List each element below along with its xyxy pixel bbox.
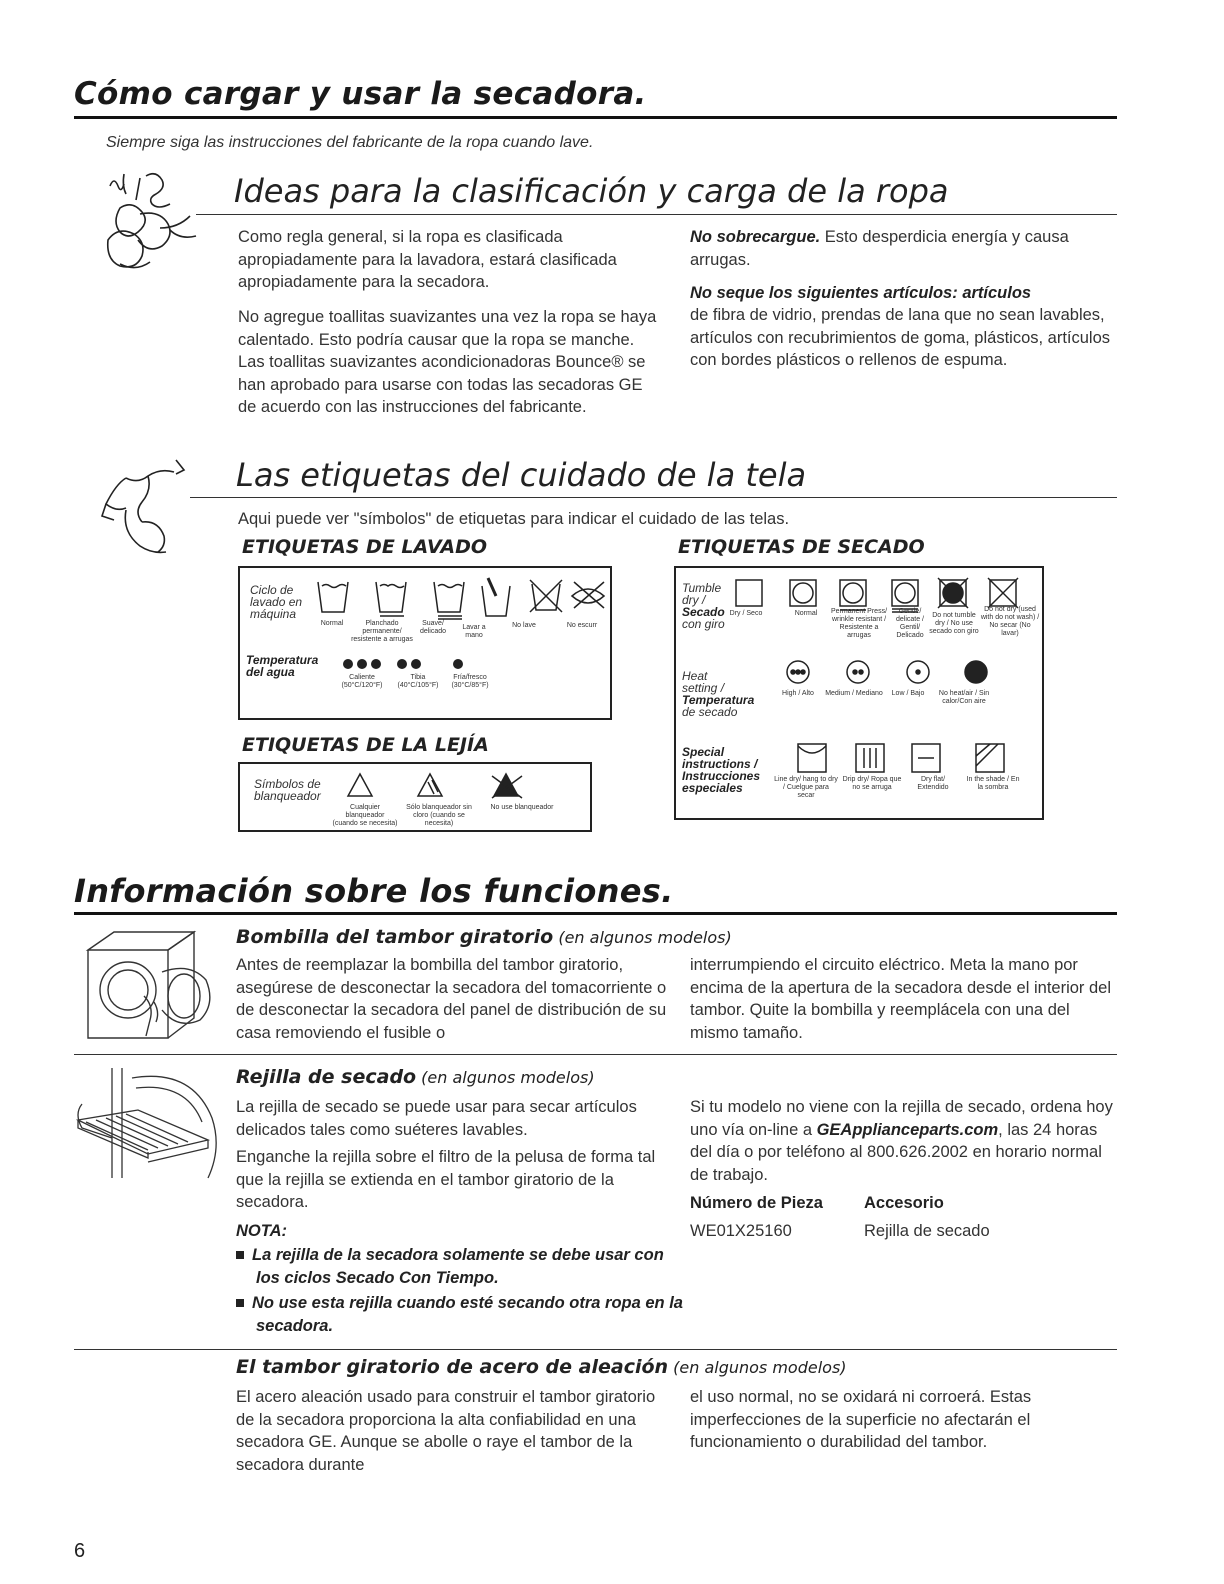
wash-cycle-hand: Lavar a mano	[462, 624, 486, 639]
rack-divider	[74, 1349, 1117, 1350]
water-temp-dots	[340, 656, 470, 672]
bleach-non-chlorine: Sólo blanqueador sin cloro (cuando se necesita)	[406, 804, 472, 827]
heat-setting-label: Heat setting / Temperatura de secado	[682, 669, 755, 719]
laundry-pile-icon	[100, 168, 220, 288]
tumble-gentle: Gentle/ delicate / Gentil/ Delicado	[895, 608, 925, 639]
sorting-paragraph-1: Como regla general, si la ropa es clasificada apropiadamente para la lavadora, estará clasificada apropiadamente para la secadora.	[238, 228, 617, 291]
drying-rack-illustration	[72, 1064, 220, 1184]
bullet-icon	[236, 1299, 244, 1307]
tumble-dry-label: Tumble dry / Secado con giro	[682, 581, 725, 631]
bleach-label: Símbolos de blanqueador	[254, 777, 321, 803]
drum-light-right: interrumpiendo el circuito eléctrico. Meta la mano por encima de la apertura de la secadora desde el interior del tambor. Quite la bombilla y reemplácela con una del mismo tamaño.	[690, 956, 1112, 1042]
wash-cycle-label: Ciclo de lavado en máquina	[250, 583, 303, 621]
special-dry-flat: Dry flat/ Extendido	[917, 776, 949, 791]
drum-light-left: Antes de reemplazar la bombilla del tambor giratorio, asegúrese de desconectar la secadora del tomacorriente o de desconectar la secadora del panel de distribución de su casa removiendo el fusible o	[236, 956, 667, 1042]
rack-note-1: La rejilla de la secadora solamente se debe usar con los ciclos Secado Con Tiempo.	[236, 1244, 686, 1289]
special-shade: In the shade / En la sombra	[966, 776, 1020, 791]
temp-cold: Fría/fresco (30°C/85°F)	[451, 674, 489, 689]
dryer-door-light-illustration	[84, 926, 224, 1044]
part-number-value: WE01X25160	[690, 1222, 792, 1240]
drum-heading: El tambor giratorio de acero de aleación (en algunos modelos)	[236, 1356, 847, 1378]
no-dry-lead: No seque los siguientes artículos: artículos	[690, 284, 1032, 302]
overload-paragraph	[690, 226, 1120, 271]
rack-paragraph-2: Enganche la rejilla sobre el filtro de la pelusa de forma tal que la rejilla se extienda en el tambor giratorio de la secadora.	[236, 1148, 656, 1211]
care-rule	[190, 497, 1117, 498]
heat-high: High / Alto	[782, 690, 814, 697]
bleach-labels-box	[238, 762, 592, 832]
heat-low: Low / Bajo	[891, 690, 925, 697]
special-instructions-symbols	[796, 742, 1006, 774]
drum-left: El acero aleación usado para construir el tambor giratorio de la secadora proporciona la alta confiabilidad en una secadora GE. Aunque se abolle o raye el tambor de la secadora durante	[236, 1388, 656, 1474]
temp-warm: Tibia (40°C/105°F)	[397, 674, 439, 689]
drum-right: el uso normal, no se oxidará ni corroerá. Estas imperfecciones de la superficie no afectarán el funcionamiento o durabilidad del tambor.	[690, 1388, 1032, 1451]
special-line-dry: Line dry/ hang to dry / Cuelgue para secar	[774, 776, 838, 799]
care-intro: Aqui puede ver "símbolos" de etiquetas para indicar el cuidado de las telas.	[238, 510, 790, 528]
rack-order-info: Si tu modelo no viene con la rejilla de secado, ordena hoy uno vía on-line a GEApplianceparts.com, las 24 horas del día o por teléfono al 800.626.2002 en horario normal de trabajo.	[690, 1098, 1113, 1184]
features-rule	[74, 912, 1117, 915]
heat-none: No heat/air / Sin calor/Con aire	[938, 690, 990, 705]
bleach-labels-title: ETIQUETAS DE LA LEJÍA	[242, 734, 489, 756]
rack-note-2: No use esta rejilla cuando esté secando otra ropa en la secadora.	[236, 1292, 686, 1337]
tumble-do-not: Do not tumble dry / No use secado con giro	[929, 612, 979, 635]
rack-paragraph-1: La rejilla de secado se puede usar para secar artículos delicados tales como suéteres lavables.	[236, 1098, 637, 1139]
special-drip-dry: Drip dry/ Ropa que no se arruga	[842, 776, 902, 791]
page-subtitle: Siempre siga las instrucciones del fabricante de la ropa cuando lave.	[106, 134, 594, 151]
wash-cycle-symbols	[316, 576, 606, 622]
rack-nota: NOTA:	[236, 1222, 288, 1240]
bleach-any: Cualquier blanqueador (cuando se necesita)	[332, 804, 398, 827]
wash-cycle-no-wash: No lave	[512, 622, 536, 629]
sorting-title: Ideas para la clasificación y carga de la ropa	[234, 172, 949, 210]
special-instructions-label: Special instructions / Instrucciones especiales	[682, 745, 761, 795]
dry-labels-title: ETIQUETAS DE SECADO	[678, 536, 925, 558]
overload-text: Esto desperdicia energía y causa arrugas.	[690, 228, 1069, 269]
water-temp-label: Temperatura del agua	[246, 653, 319, 679]
tumble-dry-sub: Dry / Seco	[729, 610, 763, 617]
garment-icon	[98, 456, 198, 556]
title-rule	[74, 116, 1117, 119]
care-title: Las etiquetas del cuidado de la tela	[236, 456, 807, 494]
accessory-value: Rejilla de secado	[864, 1222, 990, 1240]
sorting-rule	[196, 214, 1117, 215]
part-number-header: Número de Pieza	[690, 1194, 823, 1212]
overload-lead: No sobrecargue.	[690, 228, 821, 246]
tumble-permanent: Permanent Press/ wrinkle resistant / Resistente a arrugas	[830, 608, 888, 639]
sorting-paragraph-2: No agregue toallitas suavizantes una vez la ropa se haya calentado. Esto podría causar que la ropa se manche. Las toallitas suavizantes acondicionadoras Bounce® se han aprobado para usarse con todas las secadoras GE de acuerdo con las instrucciones del fabricante.	[238, 308, 657, 416]
parts-website-link[interactable]: GEApplianceparts.com	[816, 1120, 999, 1139]
page-title: Cómo cargar y usar la secadora.	[74, 76, 647, 112]
heat-setting-symbols	[786, 660, 996, 684]
features-title: Información sobre los funciones.	[74, 872, 674, 910]
drum-light-heading: Bombilla del tambor giratorio (en algunos modelos)	[236, 926, 732, 948]
no-dry-text: de fibra de vidrio, prendas de lana que no sean lavables, artículos con recubrimientos de goma, plásticos, artículos con bordes plásticos o rellenos de espuma.	[690, 306, 1111, 369]
wash-cycle-normal: Normal	[320, 620, 344, 627]
bleach-none: No use blanqueador	[490, 804, 554, 811]
dry-labels-box	[674, 566, 1044, 820]
heat-medium: Medium / Mediano	[825, 690, 883, 697]
temp-hot: Caliente (50°C/120°F)	[341, 674, 383, 689]
wash-cycle-delicate: Suave/ delicado	[419, 620, 447, 635]
wash-labels-title: ETIQUETAS DE LAVADO	[242, 536, 487, 558]
page-number: 6	[74, 1540, 86, 1562]
accessory-header: Accesorio	[864, 1194, 944, 1212]
wash-labels-box	[238, 566, 612, 720]
tumble-do-not-dry: Do not dry (used with do not wash) / No secar (No lavar)	[980, 606, 1040, 637]
tumble-normal: Normal	[794, 610, 818, 617]
drum-light-divider	[74, 1054, 1117, 1055]
wash-cycle-no-wring: No escurr	[566, 622, 598, 629]
bleach-symbols	[346, 772, 546, 800]
wash-cycle-permanent: Planchado permanente/ resistente a arrugas	[351, 620, 413, 643]
bullet-icon	[236, 1251, 244, 1259]
rack-heading: Rejilla de secado (en algunos modelos)	[236, 1066, 595, 1088]
